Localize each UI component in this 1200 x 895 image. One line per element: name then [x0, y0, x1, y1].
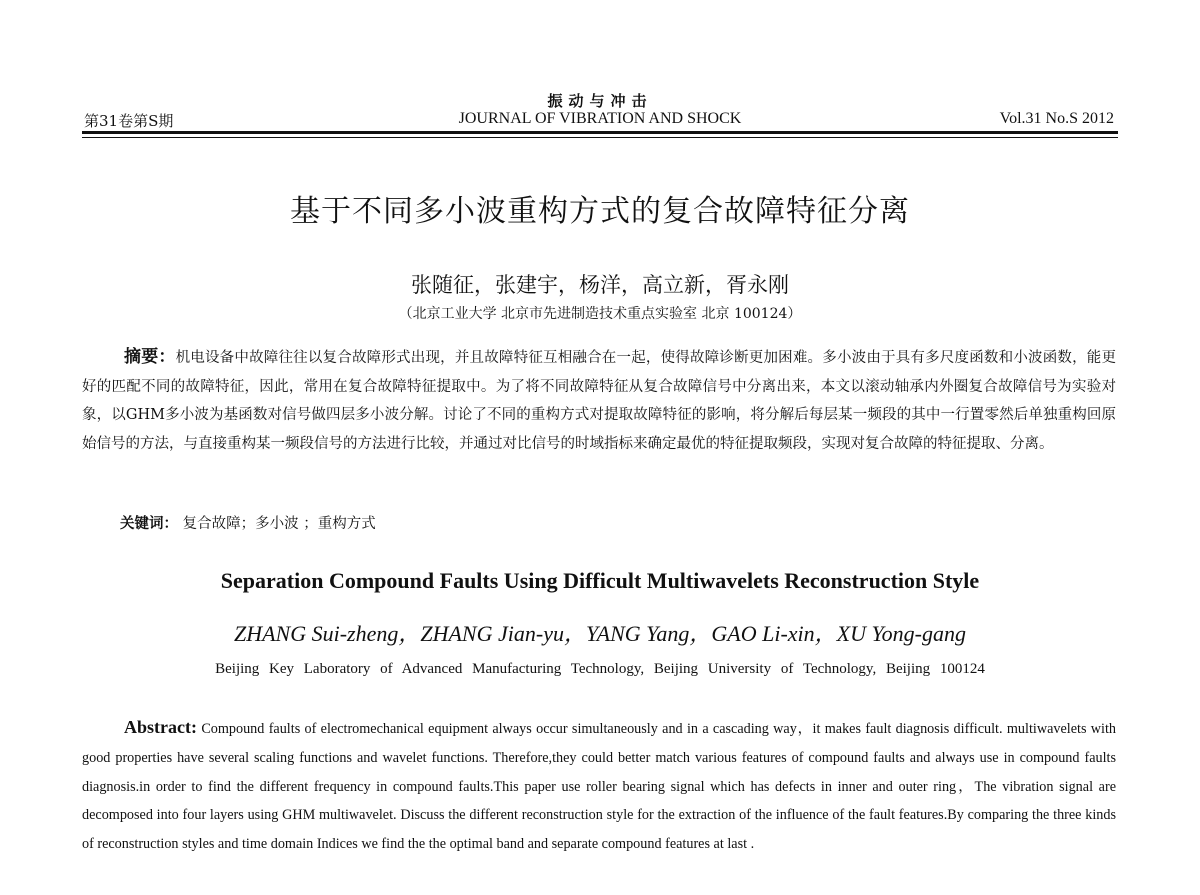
abstract-english-label: Abstract:	[124, 717, 197, 737]
journal-name-english: JOURNAL OF VIBRATION AND SHOCK	[458, 110, 742, 127]
volume-label: Vol.31 No.S 2012	[999, 110, 1114, 127]
abstract-english	[82, 713, 1116, 859]
abstract-chinese-text: 机电设备中故障往往以复合故障形式出现，并且故障特征互相融合在一起，使得故障诊断更加困难。多小波由于具有多尺度函数和小波函数，能更好的匹配不同的故障特征，因此，常用在复合故障特征提取中。为了将不同故障特征从复合故障信号中分离出来，本文以滚动轴承内外圈复合故障信号为实验对象，以GHM多小波为基函数对信号做四层多小波分解。讨论了不同的重构方式对提取故障特征的影响，将分解后每层某一频段的其中一行置零然后单独重构回原始信号的方法，与直接重构某一频段信号的方法进行比较，并通过对比信号的时域指标来确定最优的特征提取频段，实现对复合故障的特征提取、分离。	[82, 350, 1116, 452]
authors-chinese: 张随征，张建宇，杨洋，高立新，胥永刚	[411, 273, 789, 297]
authors-english: ZHANG Sui-zheng，ZHANG Jian-yu，YANG Yang，GAO Li-xin，XU Yong-gang	[233, 621, 967, 646]
header-rule-thick	[82, 131, 1118, 134]
paper-title-english: Separation Compound Faults Using Difficult Multiwavelets Reconstruction Style	[220, 568, 980, 593]
header-rule-thin	[82, 137, 1118, 138]
abstract-chinese	[82, 343, 1116, 458]
abstract-chinese-label: 摘要：	[124, 347, 176, 367]
abstract-english-text: Compound faults of electromechanical equipment always occur simultaneously and in a cascading way，it makes fault diagnosis difficult. multiwavelets with good properties have several scaling functions and wavelet functions. Therefore,they could better match various features of compound faults and always use in compound faults diagnosis.in order to find the different frequency in compound faults.This paper use roller bearing signal which has defects in inner and outer ring，The vibration signal are decomposed into four layers using GHM multiwavelet. Discuss the different reconstruction style for the extraction of the influence of the fault features.By comparing the three kinds of reconstruction styles and time domain Indices we find the the optimal band and separate compound features at last .	[82, 721, 1117, 853]
issue-number: 第31卷第S期	[84, 112, 174, 130]
keywords-chinese-text: 复合故障；多小波 ；重构方式	[182, 516, 376, 532]
paper-title-chinese: 基于不同多小波重构方式的复合故障特征分离	[290, 194, 910, 229]
affiliation-english: Beijing Key Laboratory of Advanced Manufacturing Technology, Beijing University of Technology, Beijing 100124	[215, 661, 985, 677]
journal-name-chinese: 振动与冲击	[547, 92, 653, 110]
keywords-chinese	[120, 512, 376, 533]
keywords-chinese-label: 关键词：	[120, 515, 178, 532]
affiliation-chinese: （北京工业大学 北京市先进制造技术重点实验室 北京 100124）	[398, 306, 802, 322]
